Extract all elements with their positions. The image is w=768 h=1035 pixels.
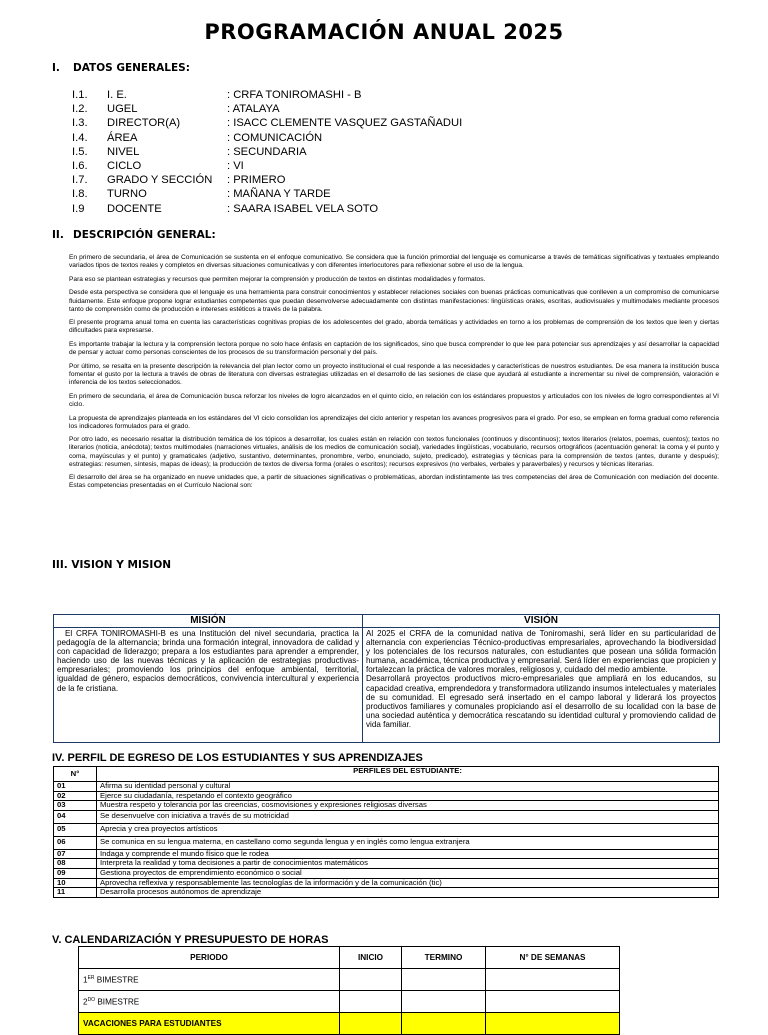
- row-number: I.4.: [72, 131, 88, 144]
- calendar-cell: [340, 969, 402, 991]
- row-value: : ATALAYA: [227, 103, 280, 116]
- row-value: : ISACC CLEMENTE VASQUEZ GASTAÑADUI: [227, 117, 463, 130]
- mision-text: [54, 628, 363, 743]
- general-row: [72, 145, 462, 159]
- row-number: I.9: [72, 202, 85, 215]
- calendar-cell: [340, 991, 402, 1013]
- perfil-text: Interpreta la realidad y toma decisiones a partir de conocimientos matemáticos: [97, 859, 719, 869]
- row-value: : SAARA ISABEL VELA SOTO: [227, 202, 379, 215]
- table-row: [54, 888, 719, 898]
- general-row: [72, 116, 462, 130]
- general-row: [72, 187, 462, 201]
- perfil-text: Se desenvuelve con iniciativa a través de su motricidad: [97, 810, 719, 823]
- perfil-col-header: PERFILES DEL ESTUDIANTE:: [97, 767, 719, 782]
- period-number: 2: [83, 997, 88, 1007]
- perfil-num: 08: [54, 859, 97, 869]
- perfil-num: 06: [54, 836, 97, 849]
- calendar-cell: [486, 991, 620, 1013]
- period-number: 1: [83, 975, 88, 985]
- perfil-num: 02: [54, 791, 97, 801]
- description-paragraph: En primero de secundaria, el área de Comunicación busca reforzar los niveles de logro alcanzados en el quinto ciclo, en relación con los estándares propuestos y articulados con los niveles de logro correspondientes al VI ciclo.: [69, 392, 719, 408]
- row-value: : CRFA TONIROMASHI - B: [227, 89, 362, 101]
- row-label: DIRECTOR(A): [107, 117, 181, 130]
- table-row: [54, 868, 719, 878]
- calendar-col-termino: TERMINO: [402, 947, 486, 969]
- table-row: [54, 782, 719, 792]
- calendar-col-inicio: INICIO: [340, 947, 402, 969]
- table-row: [54, 836, 719, 849]
- calendar-col-semanas: N° DE SEMANAS: [486, 947, 620, 969]
- perfil-text: Afirma su identidad personal y cultural: [97, 782, 719, 792]
- mision-paragraph: El CRFA TONIROMASHI-B es una Institución del nivel secundaria, practica la pedagogía de la alternancia; brinda una formación integral, innovadora de calidad y con capacidad de liderazgo; prepara a los estudiantes para aprender a emprender, haciendo uso de las nuevas técnicas y la aplicación de estrategias productivas-empresariales; promoviendo los principios del enfoque ambiental, territorial, igualdad de género, espacios democráticos, convivencia intercultural y experiencia de la fe cristiana.: [57, 629, 359, 693]
- row-number: I.1.: [72, 89, 88, 101]
- row-number: I.7.: [72, 174, 88, 187]
- period-ordinal: DO: [87, 996, 96, 1003]
- perfil-text: Aprovecha reflexiva y responsablemente las tecnologías de la información y de la comunicación (tic): [97, 878, 719, 888]
- general-row: [72, 131, 462, 145]
- description-body: [69, 254, 719, 496]
- perfil-text: Ejerce su ciudadanía, respetando el contexto geográfico: [97, 791, 719, 801]
- description-paragraph: El desarrollo del área se ha organizado en nueve unidades que, a partir de situaciones significativas o problemáticas, abordan indistintamente las tres competencias del área de Comunicación con mediación del docente. Estas competencias presentadas en el Currículo Nacional son:: [69, 474, 719, 490]
- row-value: : VI: [227, 160, 244, 173]
- mision-vision-table: [53, 614, 720, 743]
- period-ordinal: ER: [87, 974, 95, 981]
- perfil-table: [53, 766, 719, 898]
- row-value: : PRIMERO: [227, 174, 286, 187]
- perfil-text: Desarrolla procesos autónomos de aprendizaje: [97, 888, 719, 898]
- table-row: [79, 969, 620, 991]
- table-row: [79, 991, 620, 1013]
- description-paragraph: Desde esta perspectiva se considera que el lenguaje es una herramienta para construir conocimientos y establecer relaciones sociales con buenas prácticas comunicativas que conlleven a un compromiso de comunicarse fluidamente. Este enfoque propone lograr estudiantes competentes que puedan desenvolverse adecuadamente con distintas manifestaciones: lingüísticas orales, escritas, audiovisuales y multimodales mediante procesos tanto de comprensión como de producción e intereses estéticos a través de la palabra.: [69, 289, 719, 313]
- vision-text: [363, 628, 720, 743]
- general-data-list: [72, 88, 462, 216]
- section-number: I.: [52, 62, 60, 74]
- section-datos-generales: [52, 62, 190, 74]
- general-row: [72, 173, 462, 187]
- table-row: [54, 801, 719, 811]
- perfil-col-num: N°: [54, 767, 97, 782]
- calendar-col-periodo: PERIODO: [79, 947, 340, 969]
- perfil-num: 11: [54, 888, 97, 898]
- row-value: : COMUNICACIÓN: [227, 131, 323, 144]
- description-paragraph: Para eso se plantean estrategias y recursos que permiten mejorar la comprensión y producción de textos en distintas modalidades y formatos.: [69, 275, 486, 283]
- mision-header: MISIÓN: [54, 615, 363, 628]
- table-row: [54, 823, 719, 836]
- row-value: : SECUNDARIA: [227, 145, 307, 158]
- row-label: GRADO Y SECCIÓN: [107, 174, 213, 187]
- calendar-table: [78, 946, 620, 1035]
- row-number: I.2.: [72, 103, 88, 116]
- row-label: NIVEL: [107, 145, 140, 158]
- row-label: TURNO: [107, 188, 147, 201]
- perfil-num: 03: [54, 801, 97, 811]
- period-label: BIMESTRE: [95, 997, 140, 1007]
- section-number: II.: [52, 229, 64, 241]
- general-row: [72, 159, 462, 173]
- description-paragraph: Es importante trabajar la lectura y la comprensión lectora porque no solo hace énfasis en captación de los significados, sino que busca comprender lo que lee para potenciar sus aprendizajes y así desarrollar la capacidad de pensar y actuar como personas conscientes de los procesos de su transformación personal y del país.: [69, 341, 719, 357]
- description-paragraph: Por último, se resalta en la presente descripción la relevancia del plan lector como un proyecto institucional el cual responde a las necesidades y características de nuestros estudiantes. De esa manera la institución busca fomentar el gusto por la lectura a través de obras de literatura con diversas estrategias utilizadas en el desarrollo de las sesiones de clase que ayudará al estudiante a incrementar su nivel de comprensión, valoración e inferencia de los textos seleccionados.: [69, 362, 719, 387]
- section-vision-mision-title: III. VISION Y MISION: [52, 559, 172, 571]
- row-number: I.6.: [72, 160, 88, 173]
- vision-paragraph: Al 2025 el CRFA de la comunidad nativa de Toniromashi, será líder en su particularidad de alternancia con experiencias Técnico-productivas empresariales, aprovechando la biodiversidad y los potenciales de los recursos naturales, con estudiantes que posean una sólida formación humana, académica, técnica productiva y empresarial. Será líder en experiencias que propicien y fortalezcan la práctica de valores morales, religiosos y, cuidado del medio ambiente.: [366, 629, 716, 675]
- row-number: I.3.: [72, 117, 88, 130]
- general-row: [72, 88, 462, 102]
- table-row: [54, 810, 719, 823]
- row-value: : MAÑANA Y TARDE: [227, 188, 331, 201]
- perfil-num: 07: [54, 849, 97, 859]
- period-label: BIMESTRE: [94, 975, 139, 985]
- section-descripcion-general: [52, 229, 216, 241]
- section-title: DESCRIPCIÓN GENERAL:: [73, 229, 216, 241]
- perfil-num: 09: [54, 868, 97, 878]
- row-number: I.5.: [72, 145, 88, 158]
- row-label: I. E.: [107, 89, 127, 101]
- perfil-text: Indaga y comprende el mundo físico que le rodea: [97, 849, 719, 859]
- description-paragraph: Por otro lado, es necesario resaltar la distribución temática de los tópicos a desarrollar, los cuales están en relación con textos funcionales (continuos y discontinuos); textos literarios (relatos, poemas, cuentos); textos no literarios (noticia, anécdota); textos multimodales (narraciones virtuales, análisis de los medios de comunicación social), variedades lingüísticas, vocabulario, recursos ortográficos (acentuación general: la coma y el punto y coma, mayúsculas y el punto) y gramaticales (adjetivo, sustantivo, determinantes, pronombre, verbo, enunciado, sujeto, predicado), estrategias y técnicas para la comprensión de textos (antes, durante y después); estrategias: resumen, síntesis, mapas de ideas); la producción de textos de diversa forma (orales o escritos); recursos expresivos (no verbales, verbales y paraverbales) y recursos y técnicas literarias.: [69, 436, 719, 468]
- section-title: DATOS GENERALES:: [73, 62, 190, 74]
- perfil-num: 05: [54, 823, 97, 836]
- perfil-num: 10: [54, 878, 97, 888]
- page-title: PROGRAMACIÓN ANUAL 2025: [204, 20, 564, 44]
- calendar-cell: [402, 991, 486, 1013]
- perfil-text: Muestra respeto y tolerancia por las creencias, cosmovisiones y expresiones religiosas diversas: [97, 801, 719, 811]
- description-paragraph: En primero de secundaria, el área de Comunicación se sustenta en el enfoque comunicativo. Se considera que la función primordial del lenguaje es comunicarse a través de temáticas significativas y textuales empleando variados tipos de textos reales y completos en diversas situaciones comunicativas y con diferentes interlocutores para reflexionar sobre el uso de la lengua.: [69, 254, 719, 270]
- vision-header: VISIÓN: [363, 615, 720, 628]
- description-paragraph: El presente programa anual toma en cuenta las características cognitivas propias de los adolescentes del grado, aborda temáticas y actividades en torno a los problemas de comprensión de los textos que leen y ciertas dificultades para expresarse.: [69, 319, 719, 335]
- calendar-period: [79, 969, 340, 991]
- perfil-num: 04: [54, 810, 97, 823]
- general-row: [72, 102, 462, 116]
- calendar-cell: [486, 969, 620, 991]
- general-row: [72, 202, 462, 216]
- description-paragraph: La propuesta de aprendizajes planteada en los estándares del VI ciclo consolidan los aprendizajes del ciclo anterior y respetan los avances progresivos para el grado. Por eso, se emplean en forma gradual como referencia los indicadores formulados para el grado.: [69, 414, 719, 430]
- calendar-vacaciones: VACACIONES PARA ESTUDIANTES: [79, 1013, 340, 1035]
- row-number: I.8.: [72, 188, 88, 201]
- perfil-text: Se comunica en su lengua materna, en castellano como segunda lengua y en inglés como lengua extranjera: [97, 836, 719, 849]
- section-calendar-title: V. CALENDARIZACIÓN Y PRESUPUESTO DE HORAS: [52, 934, 329, 946]
- perfil-num: 01: [54, 782, 97, 792]
- perfil-text: Aprecia y crea proyectos artísticos: [97, 823, 719, 836]
- row-label: UGEL: [107, 103, 138, 116]
- vision-paragraph: Desarrollará proyectos productivos micro-empresariales que ampliará en los educandos, su capacidad creativa, emprendedora y transformadora utilizando insumos intelectuales y materiales de su comunidad. El egresado será insertado en el campo laboral y liderará los proyectos productivos familiares y comunales propiciando así el desarrollo de su localidad con la base de una sociedad auténtica y democrática rescatando su identidad cultural y promoviendo calidad de vida familiar.: [366, 674, 717, 729]
- row-label: DOCENTE: [107, 202, 162, 215]
- perfil-text: Gestiona proyectos de emprendimiento económico o social: [97, 868, 719, 878]
- section-perfil-title: IV. PERFIL DE EGRESO DE LOS ESTUDIANTES Y SUS APRENDIZAJES: [52, 752, 423, 764]
- row-label: ÁREA: [107, 131, 138, 144]
- calendar-period: [79, 991, 340, 1013]
- row-label: CICLO: [107, 160, 142, 173]
- calendar-cell: [402, 969, 486, 991]
